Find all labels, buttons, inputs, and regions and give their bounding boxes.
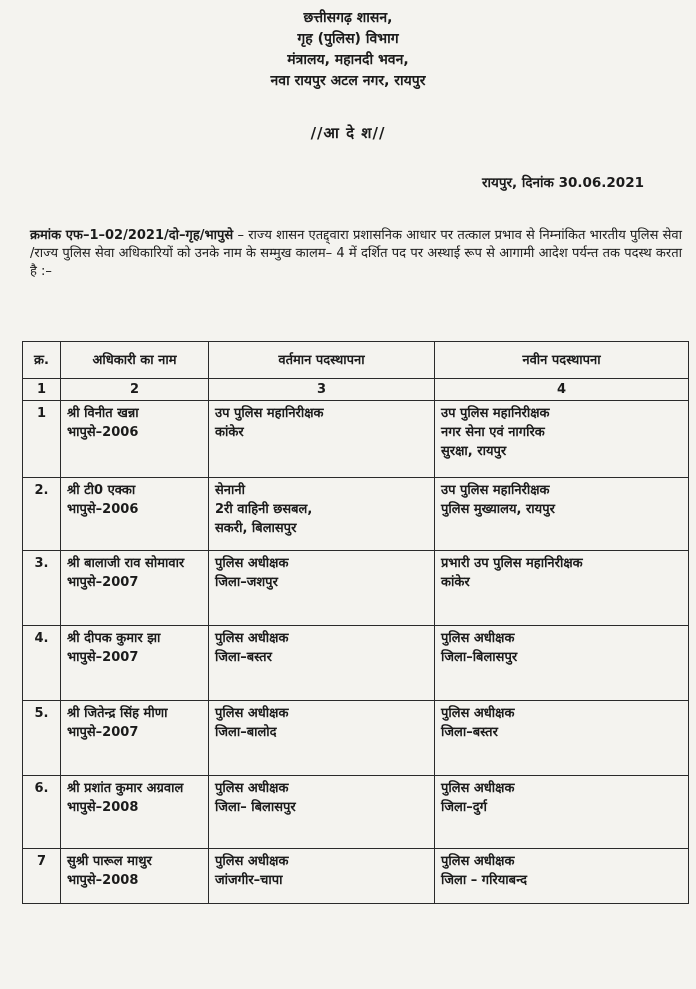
header-new-posting: नवीन पदस्थापना [435, 342, 689, 379]
officer-name: श्री दीपक कुमार झा [67, 631, 161, 646]
new-posting-line: पुलिस अधीक्षक [441, 631, 515, 646]
letterhead [0, 8, 696, 92]
serial-number: 4. [23, 626, 61, 701]
new-posting [435, 701, 689, 776]
table-row [23, 478, 689, 551]
current-posting-line: उप पुलिस महानिरीक्षक [215, 406, 324, 421]
officer-name: श्री प्रशांत कुमार अग्रवाल [67, 781, 184, 796]
current-posting-line: पुलिस अधीक्षक [215, 781, 289, 796]
header-officer-name: अधिकारी का नाम [61, 342, 209, 379]
officer-cell [61, 849, 209, 904]
new-posting-line: जिला – गरियाबन्द [441, 873, 527, 888]
new-posting [435, 401, 689, 478]
officer-name: श्री विनीत खन्ना [67, 406, 139, 421]
current-posting-line: पुलिस अधीक्षक [215, 631, 289, 646]
letterhead-line: गृह (पुलिस) विभाग [297, 31, 399, 47]
new-posting-line: पुलिस अधीक्षक [441, 781, 515, 796]
current-posting [209, 478, 435, 551]
new-posting-line: पुलिस अधीक्षक [441, 706, 515, 721]
letterhead-line: छत्तीसगढ़ शासन, [303, 10, 393, 26]
column-number: 3 [209, 379, 435, 401]
new-posting [435, 551, 689, 626]
table-row [23, 626, 689, 701]
current-posting-line: जिला– बिलासपुर [215, 800, 296, 815]
officer-name: श्री टी0 एक्का [67, 483, 136, 498]
new-posting-line: पुलिस अधीक्षक [441, 854, 515, 869]
current-posting-line: सकरी, बिलासपुर [215, 521, 297, 536]
new-posting [435, 849, 689, 904]
column-number-row [23, 379, 689, 401]
new-posting [435, 776, 689, 849]
column-number: 2 [61, 379, 209, 401]
place-date: रायपुर, दिनांक 30.06.2021 [482, 175, 644, 191]
serial-number: 7 [23, 849, 61, 904]
serial-number: 1 [23, 401, 61, 478]
officer-batch: भापुसे–2008 [67, 800, 139, 815]
current-posting [209, 776, 435, 849]
posting-table [22, 341, 689, 904]
header-serial: क्र. [23, 342, 61, 379]
current-posting-line: जिला–बालोद [215, 725, 277, 740]
officer-batch: भापुसे–2006 [67, 502, 139, 517]
serial-number: 5. [23, 701, 61, 776]
officer-cell [61, 776, 209, 849]
current-posting-line: पुलिस अधीक्षक [215, 854, 289, 869]
officer-cell [61, 626, 209, 701]
column-number: 4 [435, 379, 689, 401]
serial-number: 6. [23, 776, 61, 849]
current-posting-line: सेनानी [215, 483, 245, 498]
new-posting-line: जिला–दुर्ग [441, 800, 487, 815]
new-posting [435, 626, 689, 701]
column-number: 1 [23, 379, 61, 401]
current-posting-line: पुलिस अधीक्षक [215, 556, 289, 571]
current-posting [209, 551, 435, 626]
letterhead-line: नवा रायपुर अटल नगर, रायपुर [270, 73, 426, 89]
new-posting-line: उप पुलिस महानिरीक्षक [441, 406, 550, 421]
officer-cell [61, 551, 209, 626]
officer-name: श्री बालाजी राव सोमावार [67, 556, 185, 571]
new-posting-line: जिला–बिलासपुर [441, 650, 518, 665]
current-posting [209, 401, 435, 478]
new-posting-line: प्रभारी उप पुलिस महानिरीक्षक [441, 556, 583, 571]
new-posting-line: नगर सेना एवं नागरिक [441, 425, 545, 440]
current-posting-line: जांजगीर–चापा [215, 873, 283, 888]
current-posting-line: 2री वाहिनी छसबल, [215, 502, 313, 517]
new-posting-line: उप पुलिस महानिरीक्षक [441, 483, 550, 498]
officer-cell [61, 478, 209, 551]
letterhead-line: मंत्रालय, महानदी भवन, [287, 52, 409, 68]
new-posting-line: जिला–बस्तर [441, 725, 498, 740]
order-body [30, 227, 682, 281]
officer-cell [61, 701, 209, 776]
current-posting-line: कांकेर [215, 425, 244, 440]
current-posting [209, 701, 435, 776]
table-row [23, 551, 689, 626]
officer-batch: भापुसे–2007 [67, 575, 139, 590]
table-row [23, 849, 689, 904]
new-posting-line: सुरक्षा, रायपुर [441, 444, 507, 459]
officer-batch: भापुसे–2006 [67, 425, 139, 440]
table-row [23, 701, 689, 776]
table-row [23, 776, 689, 849]
order-reference: क्रमांक एफ–1–02/2021/दो–गृह/भापुसे [30, 228, 234, 243]
officer-batch: भापुसे–2008 [67, 873, 139, 888]
current-posting-line: पुलिस अधीक्षक [215, 706, 289, 721]
header-current-posting: वर्तमान पदस्थापना [209, 342, 435, 379]
serial-number: 3. [23, 551, 61, 626]
new-posting-line: कांकेर [441, 575, 470, 590]
order-title: //आ दे श// [310, 124, 386, 142]
officer-batch: भापुसे–2007 [67, 650, 139, 665]
current-posting [209, 626, 435, 701]
table-header-row [23, 342, 689, 379]
order-text: – राज्य शासन एतद्द्वारा प्रशासनिक आधार पर तत्काल प्रभाव से निम्नांकित भारतीय पुलिस सेवा /राज्य पुलिस सेवा अधिकारियों को उनके नाम के सम्मुख कालम– 4 में दर्शित पद पर अस्थाई रूप से आगामी आदेश पर्यन्त तक पदस्थ करता है :– [30, 228, 682, 279]
serial-number: 2. [23, 478, 61, 551]
officer-name: सुश्री पारूल माथुर [67, 854, 152, 869]
new-posting-line: पुलिस मुख्यालय, रायपुर [441, 502, 555, 517]
current-posting-line: जिला–जशपुर [215, 575, 278, 590]
table-row [23, 401, 689, 478]
current-posting-line: जिला–बस्तर [215, 650, 272, 665]
officer-cell [61, 401, 209, 478]
officer-name: श्री जितेन्द्र सिंह मीणा [67, 706, 168, 721]
officer-batch: भापुसे–2007 [67, 725, 139, 740]
current-posting [209, 849, 435, 904]
new-posting [435, 478, 689, 551]
